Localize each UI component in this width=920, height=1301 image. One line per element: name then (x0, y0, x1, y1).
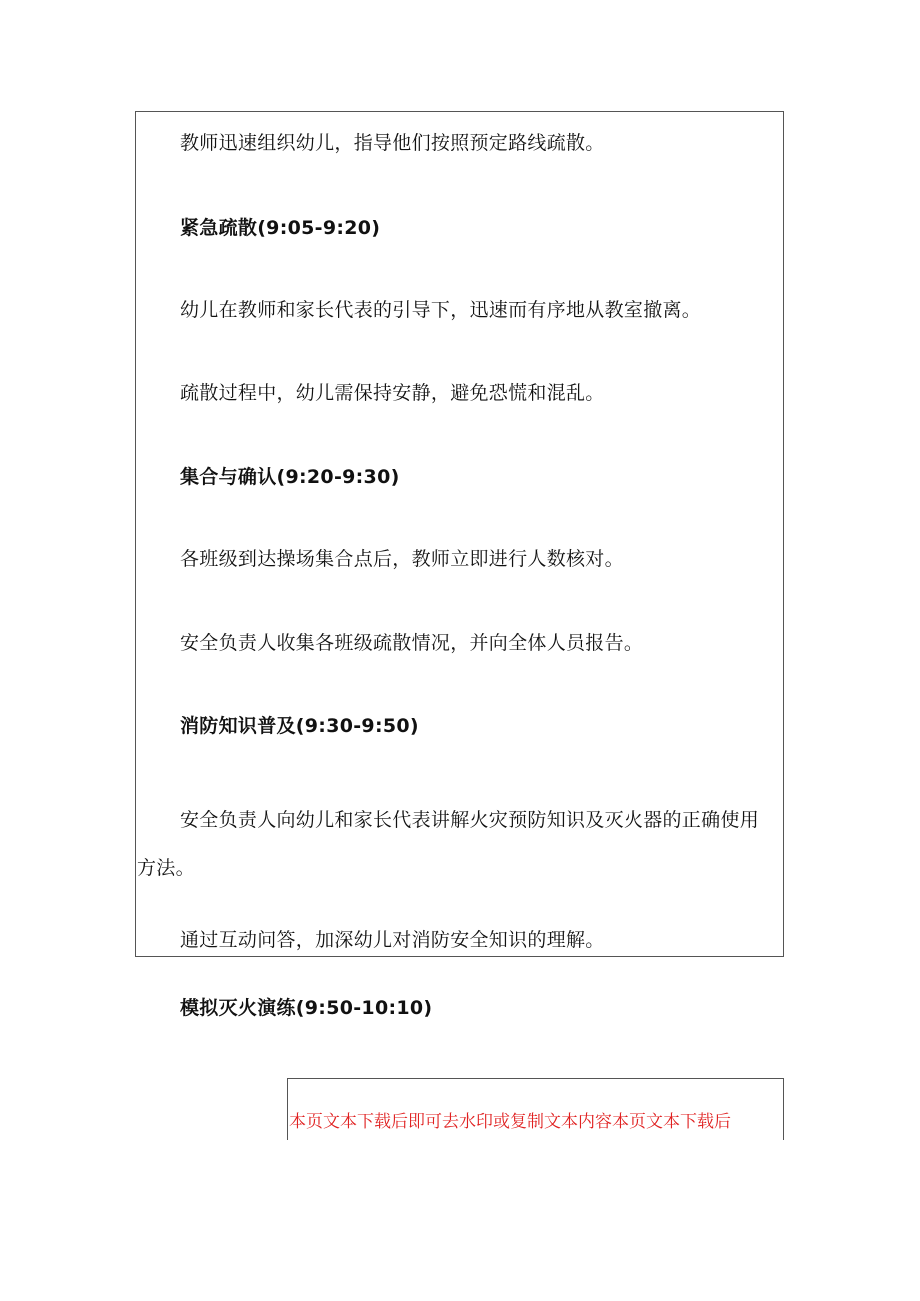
body-line-interactive-qa: 通过互动问答，加深幼儿对消防安全知识的理解。 (180, 929, 605, 951)
section-heading-fire-knowledge: 消防知识普及(9:30-9:50) (180, 715, 419, 737)
body-line-headcount: 各班级到达操场集合点后，教师立即进行人数核对。 (180, 548, 624, 570)
section-heading-fire-drill: 模拟灭火演练(9:50-10:10) (180, 997, 433, 1019)
body-line-report: 安全负责人收集各班级疏散情况，并向全体人员报告。 (180, 632, 644, 654)
body-line-organize: 教师迅速组织幼儿，指导他们按照预定路线疏散。 (180, 132, 605, 154)
section-heading-assembly: 集合与确认(9:20-9:30) (180, 466, 400, 488)
section-heading-emergency-evacuation: 紧急疏散(9:05-9:20) (180, 217, 381, 239)
body-line-stay-calm: 疏散过程中，幼儿需保持安静，避免恐慌和混乱。 (180, 382, 605, 404)
body-line-guided-evacuation: 幼儿在教师和家长代表的引导下，迅速而有序地从教室撤离。 (180, 299, 702, 321)
watermark-notice: 本页文本下载后即可去水印或复制文本内容本页文本下载后 (289, 1112, 731, 1132)
body-paragraph-fire-prevention: 安全负责人向幼儿和家长代表讲解火灾预防知识及灭火器的正确使用方法。 (137, 809, 760, 879)
